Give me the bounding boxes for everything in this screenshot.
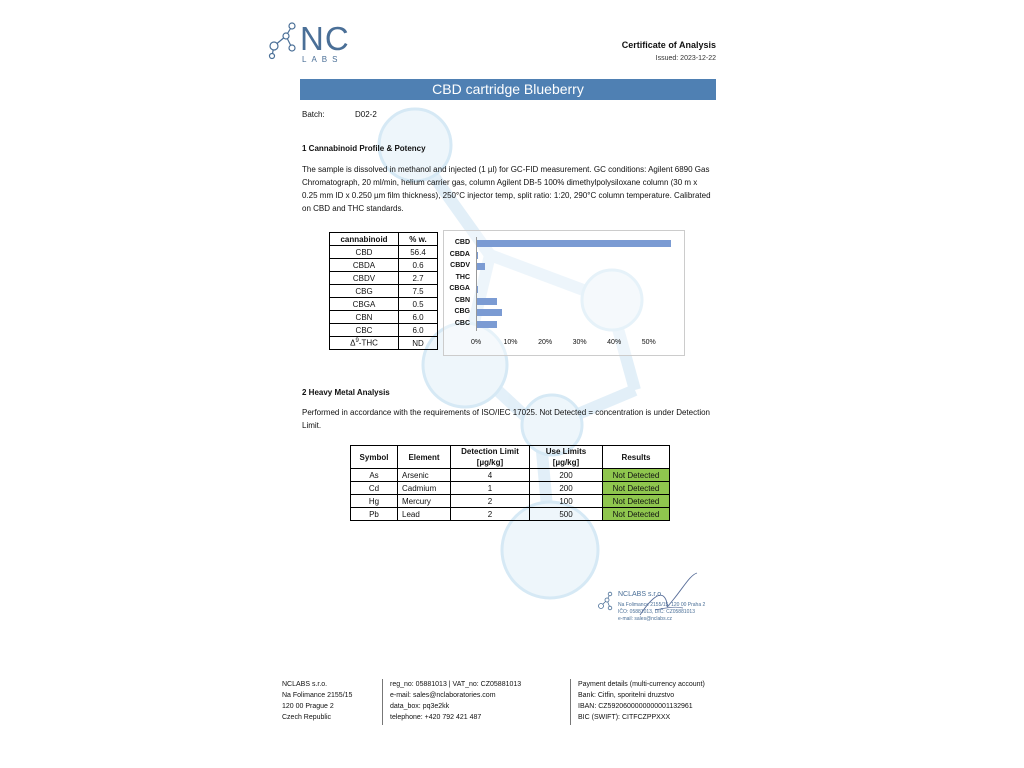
stamp-address: Na Folimance 2155/15, 120 00 Praha 2: [618, 602, 706, 608]
use-limit: 200: [530, 469, 603, 482]
footer-contact: [390, 679, 521, 723]
table-row: [330, 311, 438, 324]
signature-icon: [635, 570, 705, 625]
column-header: Results: [603, 446, 670, 469]
cannabinoid-value: 6.0: [399, 324, 438, 337]
metal-element: Arsenic: [398, 469, 451, 482]
footer-line: Na Folimance 2155/15: [282, 692, 353, 699]
section2-title: 2 Heavy Metal Analysis: [302, 388, 390, 397]
footer-divider: [382, 679, 383, 725]
metal-element: Lead: [398, 508, 451, 521]
footer-line: BIC (SWIFT): CITFCZPPXXX: [578, 714, 671, 721]
chart-bar: [476, 309, 502, 316]
detection-limit-label: Detection Limit: [461, 447, 519, 456]
use-limit-label: Use Limits: [545, 447, 587, 456]
table-row: [330, 324, 438, 337]
chart-bar: [476, 240, 671, 247]
section1-text: The sample is dissolved in methanol and injected (1 µl) for GC-FID measurement. GC conditions: Agilent 6890 Gas Chromatograph, 20 ml/min, helium carrier gas, column Agilent DB-5 100% dimethylpolysiloxane column (30 m x 0.25 mm ID x 0.250 µm film thickness), 250°C injector temp, split ratio: 1:20, 290°C column temperature. Calibrated on CBD and THC standards.: [302, 165, 711, 213]
footer-payment: [578, 679, 705, 723]
cannabinoid-name: CBDV: [330, 272, 399, 285]
logo-subtext: LABS: [302, 55, 343, 64]
table-row: [330, 337, 438, 350]
table-row: [351, 482, 670, 495]
cannabinoid-name: CBD: [330, 246, 399, 259]
issued-date: Issued: 2023-12-22: [655, 55, 716, 62]
use-limit-unit: [µg/kg]: [552, 458, 580, 467]
detection-limit-unit: [µg/kg]: [476, 458, 504, 467]
column-header: [530, 446, 603, 469]
batch-label: Batch:: [302, 110, 325, 119]
metal-symbol: Cd: [351, 482, 398, 495]
footer-line: telephone: +420 792 421 487: [390, 714, 482, 721]
detection-limit: 4: [451, 469, 530, 482]
footer-line: 120 00 Prague 2: [282, 703, 334, 710]
chart-bar: [476, 298, 497, 305]
use-limit: 500: [530, 508, 603, 521]
cannabinoid-name: CBN: [330, 311, 399, 324]
detection-limit: 2: [451, 508, 530, 521]
chart-tick-label: 30%: [572, 339, 587, 346]
column-header: cannabinoid: [330, 233, 399, 246]
footer-line: NCLABS s.r.o.: [282, 681, 328, 688]
table-header-row: [330, 233, 438, 246]
footer-line: Payment details (multi-currency account): [578, 681, 705, 688]
product-banner: CBD cartridge Blueberry: [300, 79, 716, 100]
footer-line: e-mail: sales@nclaboratories.com: [390, 692, 496, 699]
chart-tick-label: 40%: [607, 339, 622, 346]
table-row: [330, 272, 438, 285]
cannabinoid-name: CBG: [330, 285, 399, 298]
heavy-metal-table: [350, 445, 670, 521]
cannabinoid-bar-chart: [443, 230, 685, 356]
footer-divider: [570, 679, 571, 725]
cannabinoid-value: 2.7: [399, 272, 438, 285]
table-header-row: [351, 446, 670, 469]
column-header: [451, 446, 530, 469]
cannabinoid-value: 0.6: [399, 259, 438, 272]
footer-line: reg_no: 05881013 | VAT_no: CZ05881013: [390, 681, 522, 688]
nc-labs-logo-icon: [262, 18, 302, 62]
cannabinoid-name: $\Delta^9$-THC: [330, 337, 399, 350]
section2-text: Performed in accordance with the requirements of ISO/IEC 17025. Not Detected = concentration is under Detection Limit.: [302, 408, 710, 430]
chart-y-axis: [476, 237, 477, 331]
stamp-email: e-mail: sales@nclabs.cz: [618, 616, 672, 622]
stamp-company: NCLABS s.r.o.: [618, 591, 664, 598]
cannabinoid-value: 7.5: [399, 285, 438, 298]
cannabinoid-name: CBGA: [330, 298, 399, 311]
batch-value: D02-2: [355, 110, 377, 119]
section1-title: 1 Cannabinoid Profile & Potency: [302, 144, 426, 153]
cannabinoid-name: CBDA: [330, 259, 399, 272]
metal-element: Cadmium: [398, 482, 451, 495]
column-header: Element: [398, 446, 451, 469]
chart-category-label: CBD: [454, 239, 470, 246]
chart-tick-label: 20%: [538, 339, 553, 346]
cannabinoid-value: 6.0: [399, 311, 438, 324]
footer-company: [282, 679, 352, 723]
chart-tick-label: 10%: [503, 339, 518, 346]
chart-category-label: THC: [455, 273, 470, 281]
chart-category-label: CBN: [454, 296, 470, 304]
cannabinoid-value: 0.5: [399, 298, 438, 311]
detection-limit: 2: [451, 495, 530, 508]
chart-tick-label: 50%: [641, 339, 656, 346]
column-header: % w.: [399, 233, 438, 246]
metal-symbol: As: [351, 469, 398, 482]
result-badge: Not Detected: [603, 469, 670, 482]
table-row: [351, 495, 670, 508]
table-row: [330, 285, 438, 298]
document-title: Certificate of Analysis: [621, 40, 716, 50]
metal-symbol: Pb: [351, 508, 398, 521]
metal-element: Mercury: [398, 495, 451, 508]
chart-tick-label: 0%: [470, 339, 482, 346]
cannabinoid-value: 56.4: [399, 246, 438, 259]
chart-category-label: CBGA: [449, 285, 470, 292]
footer-line: data_box: pq3e2kk: [390, 703, 450, 710]
result-badge: Not Detected: [603, 508, 670, 521]
stamp-ids: IČO: 05881013, DIČ: CZ05881013: [618, 609, 695, 615]
cannabinoid-value: ND: [399, 337, 438, 350]
use-limit: 100: [530, 495, 603, 508]
chart-bar: [476, 263, 485, 270]
certificate-page: [240, 0, 785, 768]
chart-category-label: CBDV: [450, 262, 470, 269]
chart-category-label: CBC: [454, 319, 470, 327]
footer-line: IBAN: CZ5920600000000001132961: [578, 703, 693, 710]
chart-category-label: CBDA: [449, 250, 470, 258]
table-row: [330, 259, 438, 272]
result-badge: Not Detected: [603, 495, 670, 508]
logo-text: NC: [300, 20, 350, 57]
column-header: Symbol: [351, 446, 398, 469]
table-row: [330, 298, 438, 311]
chart-bar: [476, 321, 497, 328]
table-row: [351, 508, 670, 521]
cannabinoid-table: [329, 232, 438, 350]
cannabinoid-name: CBC: [330, 324, 399, 337]
stamp-logo-icon: [595, 590, 615, 616]
table-row: [351, 469, 670, 482]
use-limit: 200: [530, 482, 603, 495]
result-badge: Not Detected: [603, 482, 670, 495]
table-row: [330, 246, 438, 259]
chart-category-label: CBG: [454, 308, 470, 315]
metal-symbol: Hg: [351, 495, 398, 508]
detection-limit: 1: [451, 482, 530, 495]
footer-line: Czech Republic: [282, 714, 332, 721]
footer-line: Bank: Citfin, sporitelni druzstvo: [578, 692, 675, 699]
